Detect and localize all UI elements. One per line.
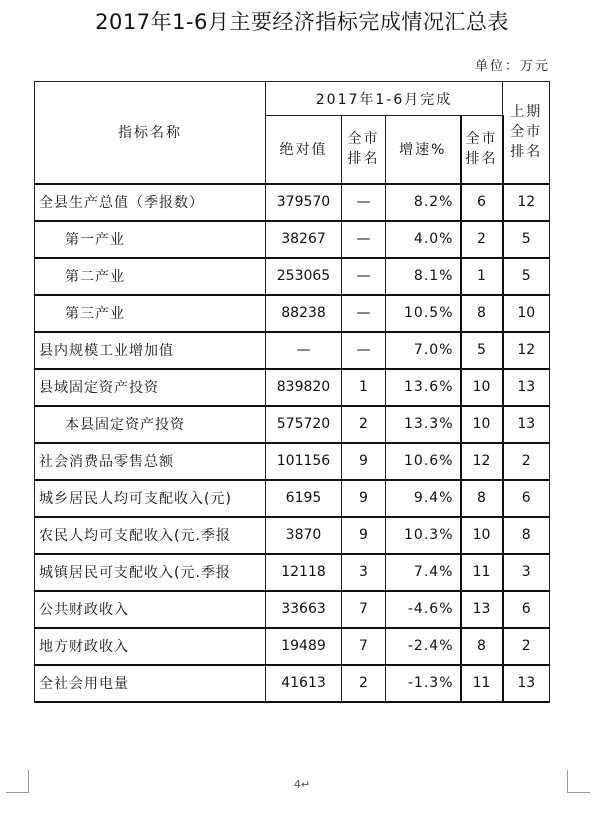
- absolute-value: 38267: [266, 221, 342, 258]
- table-row: [35, 517, 550, 554]
- city-rank-2: 8: [461, 480, 503, 517]
- growth-rate: 9.4%: [386, 480, 461, 517]
- indicator-name: 全社会用电量: [35, 665, 266, 702]
- table-row: [35, 628, 550, 665]
- previous-rank: 13: [503, 406, 550, 443]
- absolute-value: 41613: [266, 665, 342, 702]
- absolute-value: 379570: [266, 184, 342, 221]
- absolute-value: 101156: [266, 443, 342, 480]
- previous-rank: 6: [503, 591, 550, 628]
- city-rank-2: 8: [461, 295, 503, 332]
- city-rank: —: [342, 221, 386, 258]
- table-row: [35, 591, 550, 628]
- table-row: [35, 184, 550, 221]
- table-row: [35, 665, 550, 702]
- indicator-name: 城镇居民可支配收入(元.季报: [35, 554, 266, 591]
- growth-rate: 4.0%: [386, 221, 461, 258]
- previous-rank: 2: [503, 443, 550, 480]
- page-title: 2017年1-6月主要经济指标完成情况汇总表: [95, 10, 509, 34]
- growth-rate: 8.2%: [386, 184, 461, 221]
- indicator-table: [34, 81, 550, 703]
- table-row: [35, 258, 550, 295]
- city-rank: 9: [342, 443, 386, 480]
- indicator-name: 全县生产总值（季报数）: [35, 184, 266, 221]
- table-row: [35, 406, 550, 443]
- growth-rate: 10.3%: [386, 517, 461, 554]
- previous-rank: 2: [503, 628, 550, 665]
- header-city-rank-2: 全市 排名: [461, 116, 503, 184]
- indicator-name: 农民人均可支配收入(元.季报: [35, 517, 266, 554]
- previous-rank: 13: [503, 665, 550, 702]
- table-row: [35, 369, 550, 406]
- city-rank: 2: [342, 406, 386, 443]
- city-rank-2: 5: [461, 332, 503, 369]
- city-rank: —: [342, 184, 386, 221]
- absolute-value: —: [266, 332, 342, 369]
- city-rank: 1: [342, 369, 386, 406]
- indicator-name: 公共财政收入: [35, 591, 266, 628]
- page-number: 4↵: [293, 778, 311, 791]
- absolute-value: 6195: [266, 480, 342, 517]
- absolute-value: 3870: [266, 517, 342, 554]
- table-row: [35, 332, 550, 369]
- absolute-value: 575720: [266, 406, 342, 443]
- table-row: [35, 480, 550, 517]
- indicator-name: 城乡居民人均可支配收入(元): [35, 480, 266, 517]
- growth-rate: 7.4%: [386, 554, 461, 591]
- previous-rank: 13: [503, 369, 550, 406]
- growth-rate: 10.6%: [386, 443, 461, 480]
- city-rank: 3: [342, 554, 386, 591]
- absolute-value: 12118: [266, 554, 342, 591]
- growth-rate: 13.3%: [386, 406, 461, 443]
- city-rank-2: 12: [461, 443, 503, 480]
- previous-rank: 5: [503, 258, 550, 295]
- city-rank-2: 11: [461, 554, 503, 591]
- growth-rate: 8.1%: [386, 258, 461, 295]
- city-rank-2: 2: [461, 221, 503, 258]
- growth-rate: 10.5%: [386, 295, 461, 332]
- growth-rate: -1.3%: [386, 665, 461, 702]
- previous-rank: 12: [503, 184, 550, 221]
- header-growth: 增速%: [386, 116, 461, 184]
- indicator-name: 县内规模工业增加值: [35, 332, 266, 369]
- previous-rank: 5: [503, 221, 550, 258]
- previous-rank: 10: [503, 295, 550, 332]
- city-rank: 9: [342, 517, 386, 554]
- city-rank-2: 13: [461, 591, 503, 628]
- city-rank-2: 8: [461, 628, 503, 665]
- absolute-value: 19489: [266, 628, 342, 665]
- absolute-value: 33663: [266, 591, 342, 628]
- header-absolute: 绝对值: [266, 116, 342, 184]
- unit-label: 单位：万元: [474, 59, 550, 74]
- growth-rate: -2.4%: [386, 628, 461, 665]
- city-rank-2: 10: [461, 369, 503, 406]
- absolute-value: 253065: [266, 258, 342, 295]
- city-rank-2: 11: [461, 665, 503, 702]
- city-rank: —: [342, 332, 386, 369]
- indicator-name: 县域固定资产投资: [35, 369, 266, 406]
- indicator-name: 本县固定资产投资: [35, 406, 266, 443]
- growth-rate: 7.0%: [386, 332, 461, 369]
- previous-rank: 8: [503, 517, 550, 554]
- indicator-name: 第三产业: [35, 295, 266, 332]
- previous-rank: 6: [503, 480, 550, 517]
- previous-rank: 3: [503, 554, 550, 591]
- city-rank-2: 10: [461, 517, 503, 554]
- header-city-rank: 全市 排名: [342, 116, 386, 184]
- header-indicator: 指标名称: [35, 82, 266, 184]
- city-rank: —: [342, 295, 386, 332]
- growth-rate: -4.6%: [386, 591, 461, 628]
- table-row: [35, 554, 550, 591]
- absolute-value: 839820: [266, 369, 342, 406]
- table-row: [35, 295, 550, 332]
- city-rank-2: 10: [461, 406, 503, 443]
- indicator-name: 第二产业: [35, 258, 266, 295]
- city-rank-2: 6: [461, 184, 503, 221]
- table-row: [35, 221, 550, 258]
- city-rank-2: 1: [461, 258, 503, 295]
- indicator-name: 地方财政收入: [35, 628, 266, 665]
- growth-rate: 13.6%: [386, 369, 461, 406]
- indicator-name: 社会消费品零售总额: [35, 443, 266, 480]
- table-row: [35, 443, 550, 480]
- header-last-rank: 上期 全市 排名: [503, 82, 550, 184]
- previous-rank: 12: [503, 332, 550, 369]
- indicator-name: 第一产业: [35, 221, 266, 258]
- city-rank: —: [342, 258, 386, 295]
- city-rank: 7: [342, 628, 386, 665]
- header-period: 2017年1-6月完成: [266, 82, 503, 116]
- city-rank: 9: [342, 480, 386, 517]
- absolute-value: 88238: [266, 295, 342, 332]
- city-rank: 7: [342, 591, 386, 628]
- city-rank: 2: [342, 665, 386, 702]
